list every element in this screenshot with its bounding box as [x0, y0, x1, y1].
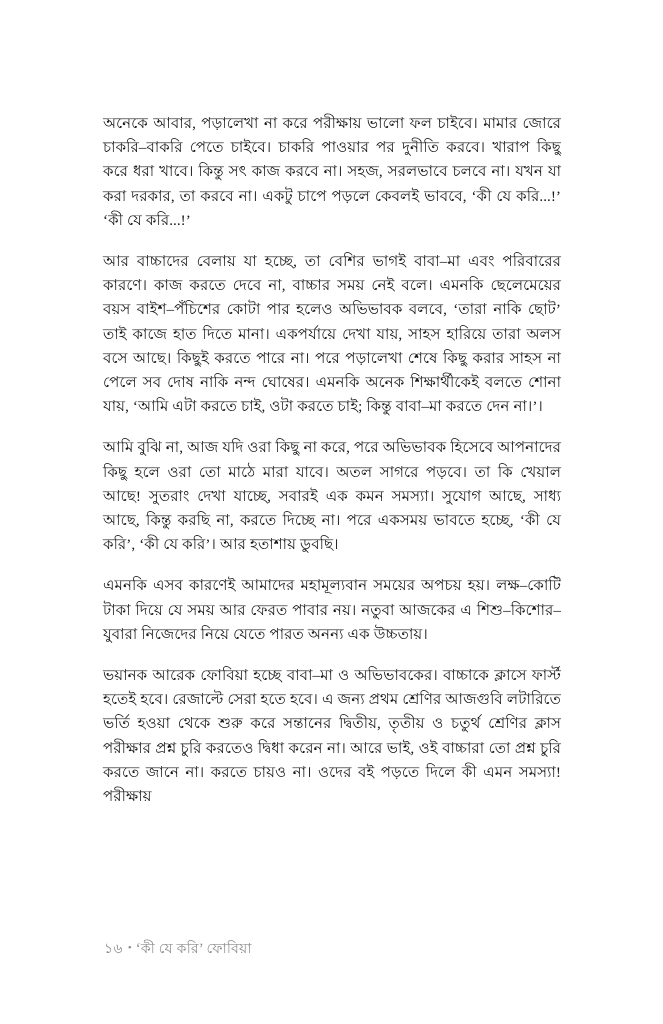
running-title: ‘কী যে করি’ ফোবিয়া [135, 941, 252, 957]
page-number: ১৬ [104, 941, 123, 957]
paragraph: আমি বুঝি না, আজ যদি ওরা কিছু না করে, পরে অভিভাবক হিসেবে আপনাদের কিছু হলে ওরা তো মাঠে মারা যাবে। অতল সাগরে পড়বে। তা কি খেয়াল আছে! সুতরাং দেখা যাচ্ছে, সবারই এক কমন সমস্যা। সুযোগ আছে, সাধ্য আছে, কিন্তু করছি না, করতে দিচ্ছে না। পরে একসময় ভাবতে হচ্ছে, ‘কী যে করি’, ‘কী যে করি’। আর হতাশায় ডুবছি। [103, 440, 561, 554]
bullet-separator-icon: • [127, 942, 132, 954]
paragraph: অনেকে আবার, পড়ালেখা না করে পরীক্ষায় ভালো ফল চাইবে। মামার জোরে চাকরি–বাকরি পেতে চাইবে। চাকরি পাওয়ার পর দুনীতি করবে। খারাপ কিছু করে ধরা খাবে। কিন্তু সৎ কাজ করবে না। সহজ, সরলভাবে চলবে না। যখন যা করা দরকার, তা করবে না। একটু চাপে পড়লে কেবলই ভাববে, ‘কী যে করি...!’ ‘কী যে করি...!’ [103, 116, 561, 229]
paragraph: আর বাচ্চাদের বেলায় যা হচ্ছে, তা বেশির ভাগই বাবা–মা এবং পরিবারের কারণে। কাজ করতে দেবে না, বাচ্চার সময় নেই বলে। এমনকি ছেলেমেয়ের বয়স বাইশ–পঁচিশের কোটা পার হলেও অভিভাবক বলবে, ‘তারা নাকি ছোট’ তাই কাজে হাত দিতে মানা। একপর্যায়ে দেখা যায়, সাহস হারিয়ে তারা অলস বসে আছে। কিছুই করতে পারে না। পরে পড়ালেখা শেষে কিছু করার সাহস না পেলে সব দোষ নাকি নন্দ ঘোষের। এমনকি অনেক শিক্ষার্থীকেই বলতে শোনা যায়, ‘আমি এটা করতে চাই, ওটা করতে চাই; কিন্তু বাবা–মা করতে দেন না।’। [103, 254, 561, 416]
page-footer [104, 938, 252, 959]
paragraph: ভয়ানক আরেক ফোবিয়া হচ্ছে বাবা–মা ও অভিভাবকের। বাচ্চাকে ক্লাসে ফার্স্ট হতেই হবে। রেজাল্টে সেরা হতে হবে। এ জন্য প্রথম শ্রেণির আজগুবি লটারিতে ভর্তি হওয়া থেকে শুরু করে সন্তানের দ্বিতীয়, তৃতীয় ও চতুর্থ শ্রেণির ক্লাস পরীক্ষার প্রশ্ন চুরি করতেও দ্বিধা করেন না। আরে ভাই, ওই বাচ্চারা তো প্রশ্ন চুরি করতে জানে না। করতে চায়ও না। ওদের বই পড়তে দিলে কী এমন সমস্যা! পরীক্ষায় [103, 668, 561, 806]
body-text-column [103, 112, 561, 809]
paragraph: এমনকি এসব কারণেই আমাদের মহামূল্যবান সময়ের অপচয় হয়। লক্ষ–কোটি টাকা দিয়ে যে সময় আর ফেরত পাবার নয়। নতুবা আজকের এ শিশু–কিশোর–যুবারা নিজেদের নিয়ে যেতে পারত অনন্য এক উচ্চতায়। [103, 578, 561, 643]
